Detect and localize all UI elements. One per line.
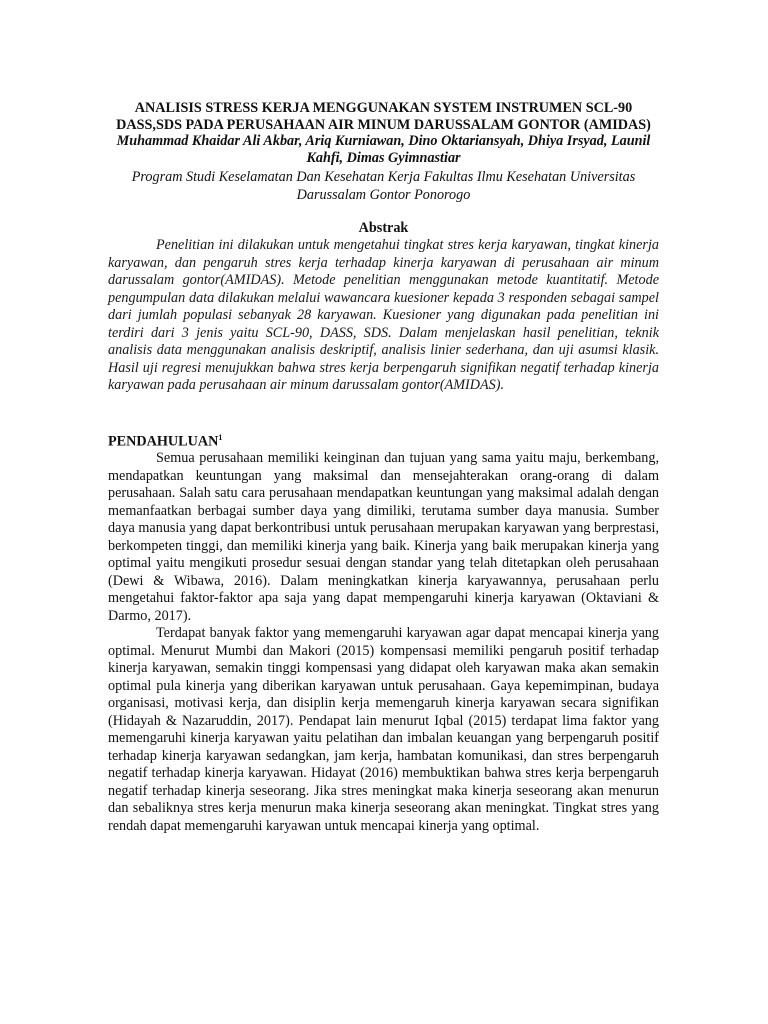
author-list: Muhammad Khaidar Ali Akbar, Ariq Kurniawan, Dino Oktariansyah, Dhiya Irsyad, Launil Kahfi, Dimas Gyimnastiar (116, 133, 651, 166)
abstract-body: Penelitian ini dilakukan untuk mengetahui tingkat stres kerja karyawan, tingkat kinerja karyawan, dan pengaruh stres kerja terhadap kinerja karyawan di perusahaan air minum darussalam gontor(AMIDAS). Metode penelitian menggunakan metode kuantitatif. Metode pengumpulan data dilakukan melalui wawancara kuesioner kepada 3 responden sebagai sampel dari jumlah populasi sebanyak 28 karyawan. Kuesioner yang digunakan pada penelitian ini terdiri dari 3 jenis yaitu SCL-90, DASS, SDS. Dalam menjelaskan hasil penelitian, teknik analisis data menggunakan analisis deskriptif, analisis linier sederhana, dan uji asumsi klasik. Hasil uji regresi menujukkan bahwa stres kerja berpengaruh signifikan negatif terhadap kinerja karyawan pada perusahaan air minum darussalam gontor(AMIDAS). (108, 237, 659, 393)
section-heading-introduction (108, 429, 659, 451)
paper-title: ANALISIS STRESS KERJA MENGGUNAKAN SYSTEM INSTRUMEN SCL-90 DASS,SDS PADA PERUSAHAAN AIR MINUM DARUSSALAM GONTOR (AMIDAS) (116, 100, 651, 133)
footnote-marker[interactable]: 1 (218, 432, 223, 442)
introduction-paragraph-2: Terdapat banyak faktor yang memengaruhi karyawan agar dapat mencapai kinerja yang optimal. Menurut Mumbi dan Makori (2015) kompensasi memiliki pengaruh positif terhadap kinerja karyawan, semakin tinggi kompensasi yang didapat oleh karyawan maka akan semakin optimal pula kinerja yang diberikan karyawan untuk perusahaan. Gaya kepemimpinan, budaya organisasi, motivasi kerja, dan disiplin kerja memengaruh kinerja karyawan secara signifikan (Hidayah & Nazaruddin, 2017). Pendapat lain menurut Iqbal (2015) terdapat lima faktor yang memengaruhi kinerja karyawan yaitu pelatihan dan imbalan keuangan yang berpengaruh positif terhadap kinerja karyawan sedangkan, jam kerja, hambatan komunikasi, dan stres berpengaruh negatif terhadap kinerja karyawan. Hidayat (2016) membuktikan bahwa stres kerja berpengaruh negatif terhadap kinerja seseorang. Jika stres meningkat maka kinerja seseorang akan menurun dan sebaliknya stres kerja menurun maka kinerja seseorang akan meningkat. Tingkat stres yang rendah dapat memengaruhi karyawan untuk mencapai kinerja yang optimal. (108, 625, 659, 834)
section-heading-label: PENDAHULUAN (108, 433, 219, 450)
affiliation: Program Studi Keselamatan Dan Kesehatan Kerja Fakultas Ilmu Kesehatan Universitas Darussalam Gontor Ponorogo (131, 169, 636, 203)
introduction-paragraph-1: Semua perusahaan memiliki keinginan dan tujuan yang sama yaitu maju, berkembang, mendapatkan keuntungan yang maksimal dan mensejahterakan orang-orang di dalam perusahaan. Salah satu cara perusahaan mendapatkan keuntungan yang maksimal adalah dengan memanfaatkan berbagai sumber daya yang dimiliki, terutama sumber daya manusia. Sumber daya manusia yang dapat berkontribusi untuk perusahaan merupakan karyawan yang berprestasi, berkompeten tinggi, dan memiliki kinerja yang baik. Kinerja yang baik merupakan kinerja yang optimal yaitu mengikuti prosedur sesuai dengan standar yang telah ditetapkan oleh perusahaan (Dewi & Wibawa, 2016). Dalam meningkatkan kinerja karyawannya, perusahaan perlu mengetahui faktor-faktor apa saja yang dapat mempengaruhi kinerja karyawan (Oktaviani & Darmo, 2017). (108, 450, 659, 624)
document-page (108, 100, 659, 835)
abstract-heading: Abstrak (358, 220, 409, 236)
